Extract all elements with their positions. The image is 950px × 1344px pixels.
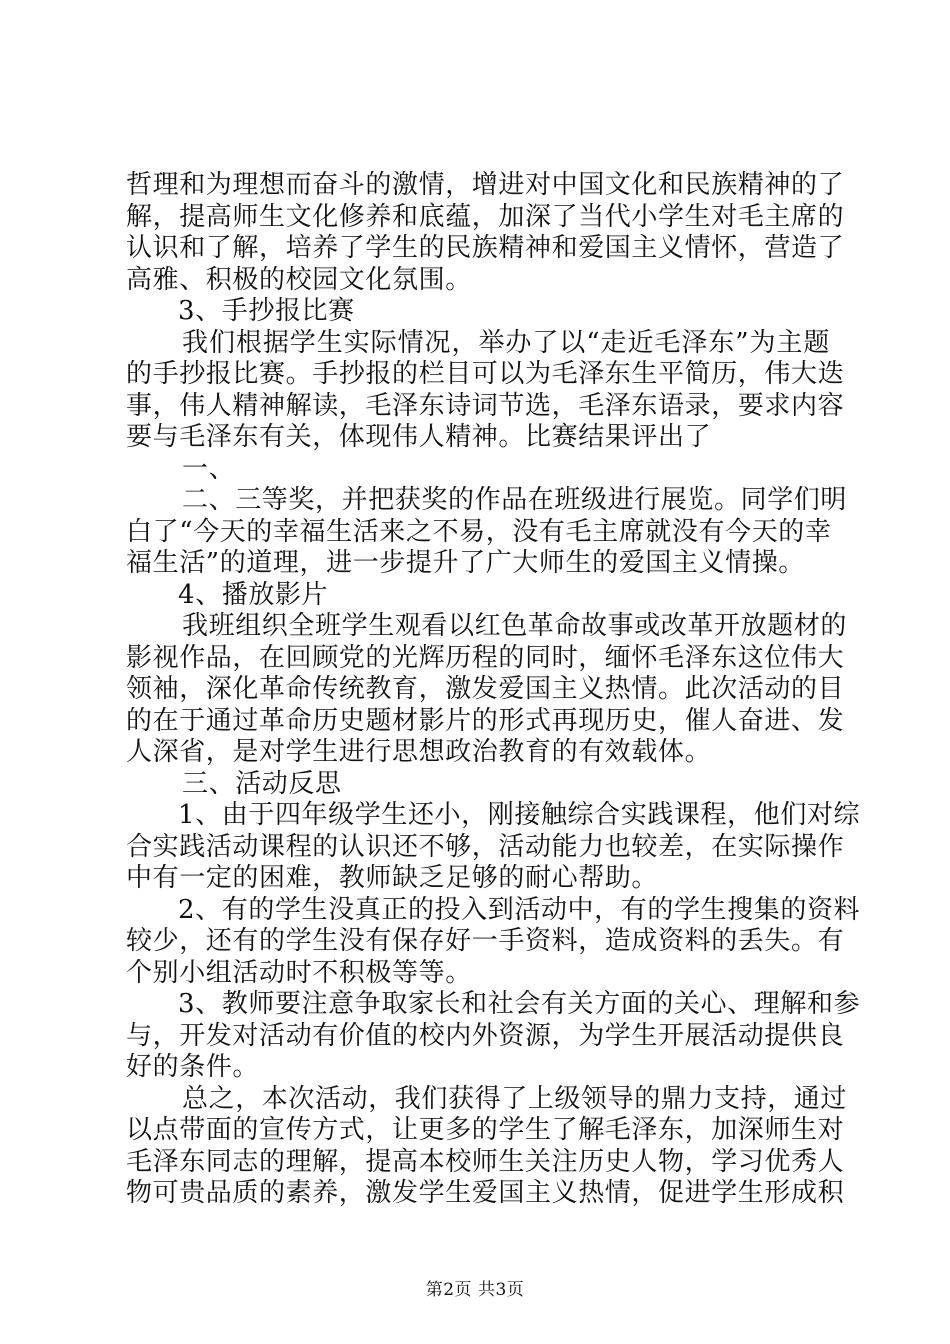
text-line: 好的条件。 <box>126 1052 260 1082</box>
text-line: 的手抄报比赛。手抄报的栏目可以为毛泽东生平简历，伟大迭 <box>126 359 845 389</box>
text-line: 事，伟人精神解读，毛泽东诗词节选，毛泽东语录，要求内容 <box>126 390 845 421</box>
text-line: 我班组织全班学生观看以红色革命故事或改革开放题材的 <box>182 611 848 641</box>
text-line: 认识和了解，培养了学生的民族精神和爱国主义情怀，营造了 <box>126 233 845 263</box>
text-line: 解，提高师生文化修养和底蕴，加深了当代小学生对毛主席的 <box>126 201 845 232</box>
text-line: 的在于通过革命历史题材影片的形式再现历史，催人奋进、发 <box>126 705 845 736</box>
text-line: 个别小组活动时不积极等等。 <box>126 957 472 988</box>
text-line: 高雅、积极的校园文化氛围。 <box>126 264 472 295</box>
text-line: 一、 <box>182 453 236 484</box>
text-line: 较少，还有的学生没有保存好一手资料，造成资料的丢失。有 <box>126 926 845 956</box>
text-line: 影视作品，在回顾党的光辉历程的同时，缅怀毛泽东这位伟大 <box>126 642 845 673</box>
section-heading: 4、播放影片 <box>178 579 329 610</box>
text-line: 3、教师要注意争取家长和社会有关方面的关心、理解和参 <box>178 989 861 1019</box>
text-line: 二、三等奖，并把获奖的作品在班级进行展览。同学们明 <box>182 485 848 515</box>
text-line: 毛泽东同志的理解，提高本校师生关注历史人物，学习优秀人 <box>126 1146 845 1177</box>
text-line: 我们根据学生实际情况，举办了以“走近毛泽东”为主题 <box>182 327 830 358</box>
text-line: 要与毛泽东有关，体现伟人精神。比赛结果评出了 <box>126 422 712 452</box>
text-line: 合实践活动课程的认识还不够，活动能力也较差，在实际操作 <box>126 831 845 862</box>
text-line: 总之，本次活动，我们获得了上级领导的鼎力支持，通过 <box>182 1083 848 1114</box>
text-line: 以点带面的宣传方式，让更多的学生了解毛泽东，加深师生对 <box>126 1115 845 1145</box>
text-line: 哲理和为理想而奋斗的激情，增进对中国文化和民族精神的了 <box>126 170 845 200</box>
text-line: 物可贵品质的素养，激发学生爱国主义热情，促进学生形成积 <box>126 1178 845 1208</box>
text-line: 2、有的学生没真正的投入到活动中，有的学生搜集的资料 <box>178 894 861 925</box>
text-line: 1、由于四年级学生还小，刚接触综合实践课程，他们对综 <box>178 800 861 830</box>
document-body <box>126 170 861 1210</box>
text-line: 中有一定的困难，教师缺乏足够的耐心帮助。 <box>126 863 659 893</box>
section-heading: 3、手抄报比赛 <box>178 296 355 326</box>
text-line: 白了“今天的幸福生活来之不易，没有毛主席就没有今天的幸 <box>126 516 832 547</box>
text-line: 福生活”的道理，进一步提升了广大师生的爱国主义情操。 <box>126 548 805 578</box>
text-line: 领袖，深化革命传统教育，激发爱国主义热情。此次活动的目 <box>126 674 845 704</box>
text-line: 与，开发对活动有价值的校内外资源，为学生开展活动提供良 <box>126 1020 845 1051</box>
text-line: 人深省，是对学生进行思想政治教育的有效载体。 <box>126 737 712 767</box>
section-heading: 三、活动反思 <box>182 768 342 799</box>
page-number-footer: 第2页 共3页 <box>425 1280 525 1300</box>
